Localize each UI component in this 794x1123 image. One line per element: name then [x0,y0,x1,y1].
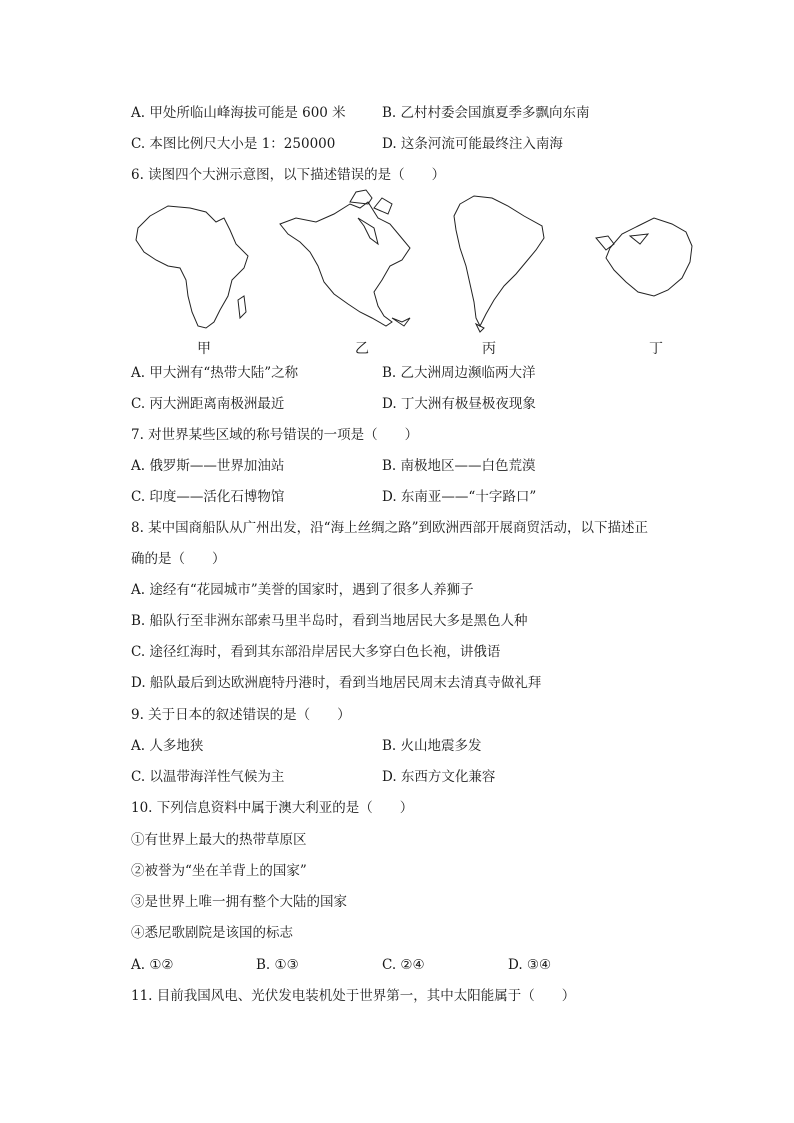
continent-maps-figure [120,188,700,358]
q9-option-a: A. 人多地狭 [131,738,204,754]
q9-stem: 9. 关于日本的叙述错误的是（ ） [131,707,351,723]
south-america-outline [454,196,544,326]
q7-option-b: B. 南极地区——白色荒漠 [382,458,536,474]
q7-option-d: D. 东南亚——“十字路口” [382,489,537,505]
q8-stem-line1: 8. 某中国商船队从广州出发，沿“海上丝绸之路”到欧洲西部开展商贸活动，以下描述正 [131,520,648,536]
q6-option-a: A. 甲大洲有“热带大陆”之称 [131,365,299,381]
q8-option-b: B. 船队行至非洲东部索马里半岛时，看到当地居民大多是黑色人种 [131,613,528,629]
q8-option-c: C. 途径红海时，看到其东部沿岸居民大多穿白色长袍，讲俄语 [131,644,501,660]
map-label-bing: 丙 [482,341,496,357]
q5-option-b: B. 乙村村委会国旗夏季多飘向东南 [382,105,590,121]
q6-option-c: C. 丙大洲距离南极洲最近 [131,396,285,412]
q10-option-d: D. ③④ [508,957,552,973]
q9-option-d: D. 东西方文化兼容 [382,769,496,785]
q9-option-c: C. 以温带海洋性气候为主 [131,769,285,785]
q10-item-1: ①有世界上最大的热带草原区 [131,832,307,848]
q7-option-c: C. 印度——活化石博物馆 [131,489,285,505]
q10-item-2: ②被誉为“坐在羊背上的国家” [131,863,307,879]
q5-option-c: C. 本图比例尺大小是 1：250000 [131,136,336,152]
q10-option-b: B. ①③ [256,957,299,973]
q7-stem: 7. 对世界某些区域的称号错误的一项是（ ） [131,427,419,443]
q7-option-a: A. 俄罗斯——世界加油站 [131,458,285,474]
q10-item-4: ④悉尼歌剧院是该国的标志 [131,925,293,941]
map-label-ding: 丁 [649,341,663,357]
antarctica-outline [606,218,692,296]
africa-outline [136,206,248,328]
q8-option-a: A. 途经有“花园城市”美誉的国家时，遇到了很多人养狮子 [131,582,474,598]
q10-item-3: ③是世界上唯一拥有整个大陆的国家 [131,894,347,910]
q11-stem: 11. 目前我国风电、光伏发电装机处于世界第一，其中太阳能属于（ ） [131,988,576,1004]
q10-option-c: C. ②④ [382,957,425,973]
map-label-jia: 甲 [197,341,211,357]
q6-option-d: D. 丁大洲有极昼极夜现象 [382,396,536,412]
q8-stem-line2: 确的是（ ） [131,551,226,567]
q6-stem: 6. 读图四个大洲示意图，以下描述错误的是（ ） [131,167,446,183]
map-label-yi: 乙 [355,341,369,357]
q10-option-a: A. ①② [131,957,174,973]
north-america-outline [280,202,410,326]
q6-option-b: B. 乙大洲周边濒临两大洋 [382,365,536,381]
q8-option-d: D. 船队最后到达欧洲鹿特丹港时，看到当地居民周末去清真寺做礼拜 [131,675,542,691]
q5-option-a: A. 甲处所临山峰海拔可能是 600 米 [131,105,346,121]
q10-stem: 10. 下列信息资料中属于澳大利亚的是（ ） [131,800,414,816]
q5-option-d: D. 这条河流可能最终注入南海 [382,136,563,152]
q9-option-b: B. 火山地震多发 [382,738,482,754]
